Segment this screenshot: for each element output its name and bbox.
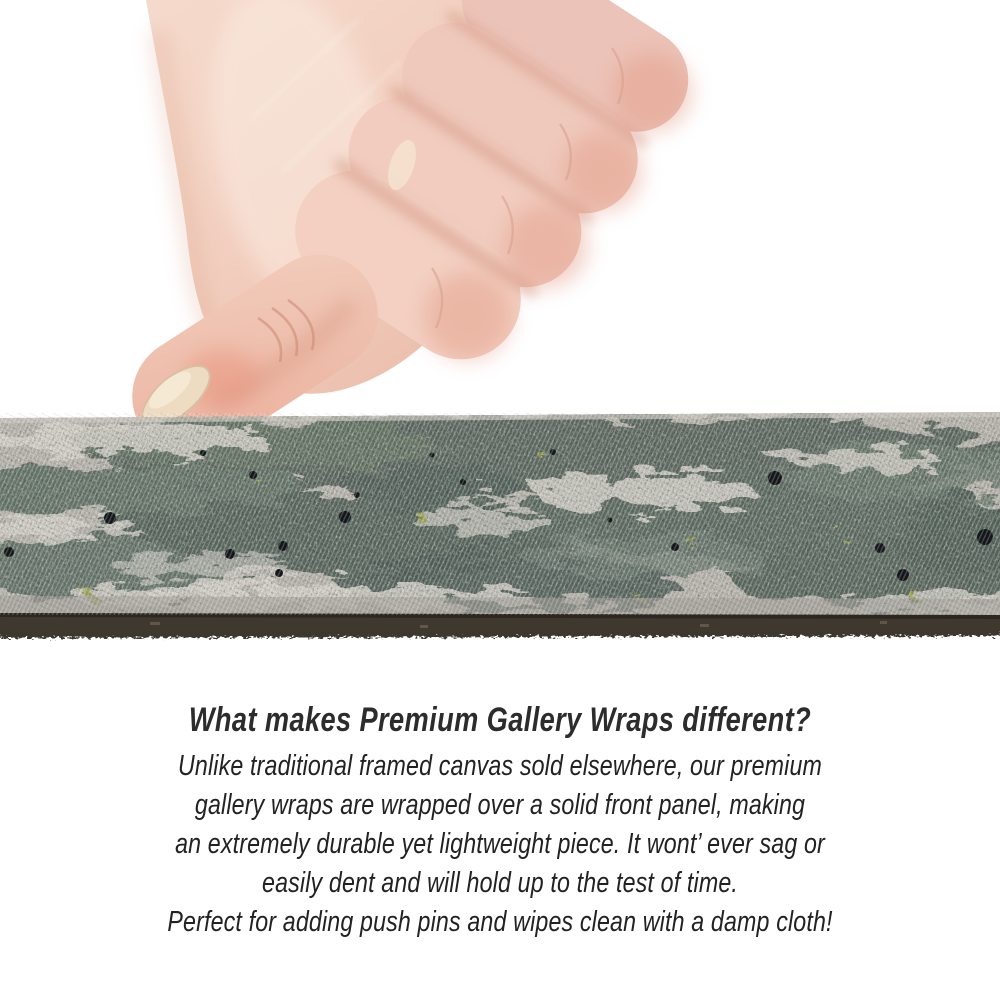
body-line: Perfect for adding push pins and wipes clean with a damp cloth! bbox=[167, 906, 833, 938]
headline: What makes Premium Gallery Wraps different? bbox=[188, 701, 812, 739]
canvas-strip-photo bbox=[0, 400, 1000, 645]
body-line: gallery wraps are wrapped over a solid front panel, making bbox=[194, 789, 806, 821]
marketing-copy bbox=[100, 701, 900, 942]
panel-side-edge bbox=[0, 613, 1000, 638]
hand-photo bbox=[0, 0, 1000, 432]
body-line: Unlike traditional framed canvas sold elsewhere, our premium bbox=[177, 750, 823, 782]
body-line: an extremely durable yet lightweight piece. It wont’ ever sag or bbox=[175, 828, 825, 860]
body-line: easily dent and will hold up to the test of time. bbox=[262, 867, 738, 899]
